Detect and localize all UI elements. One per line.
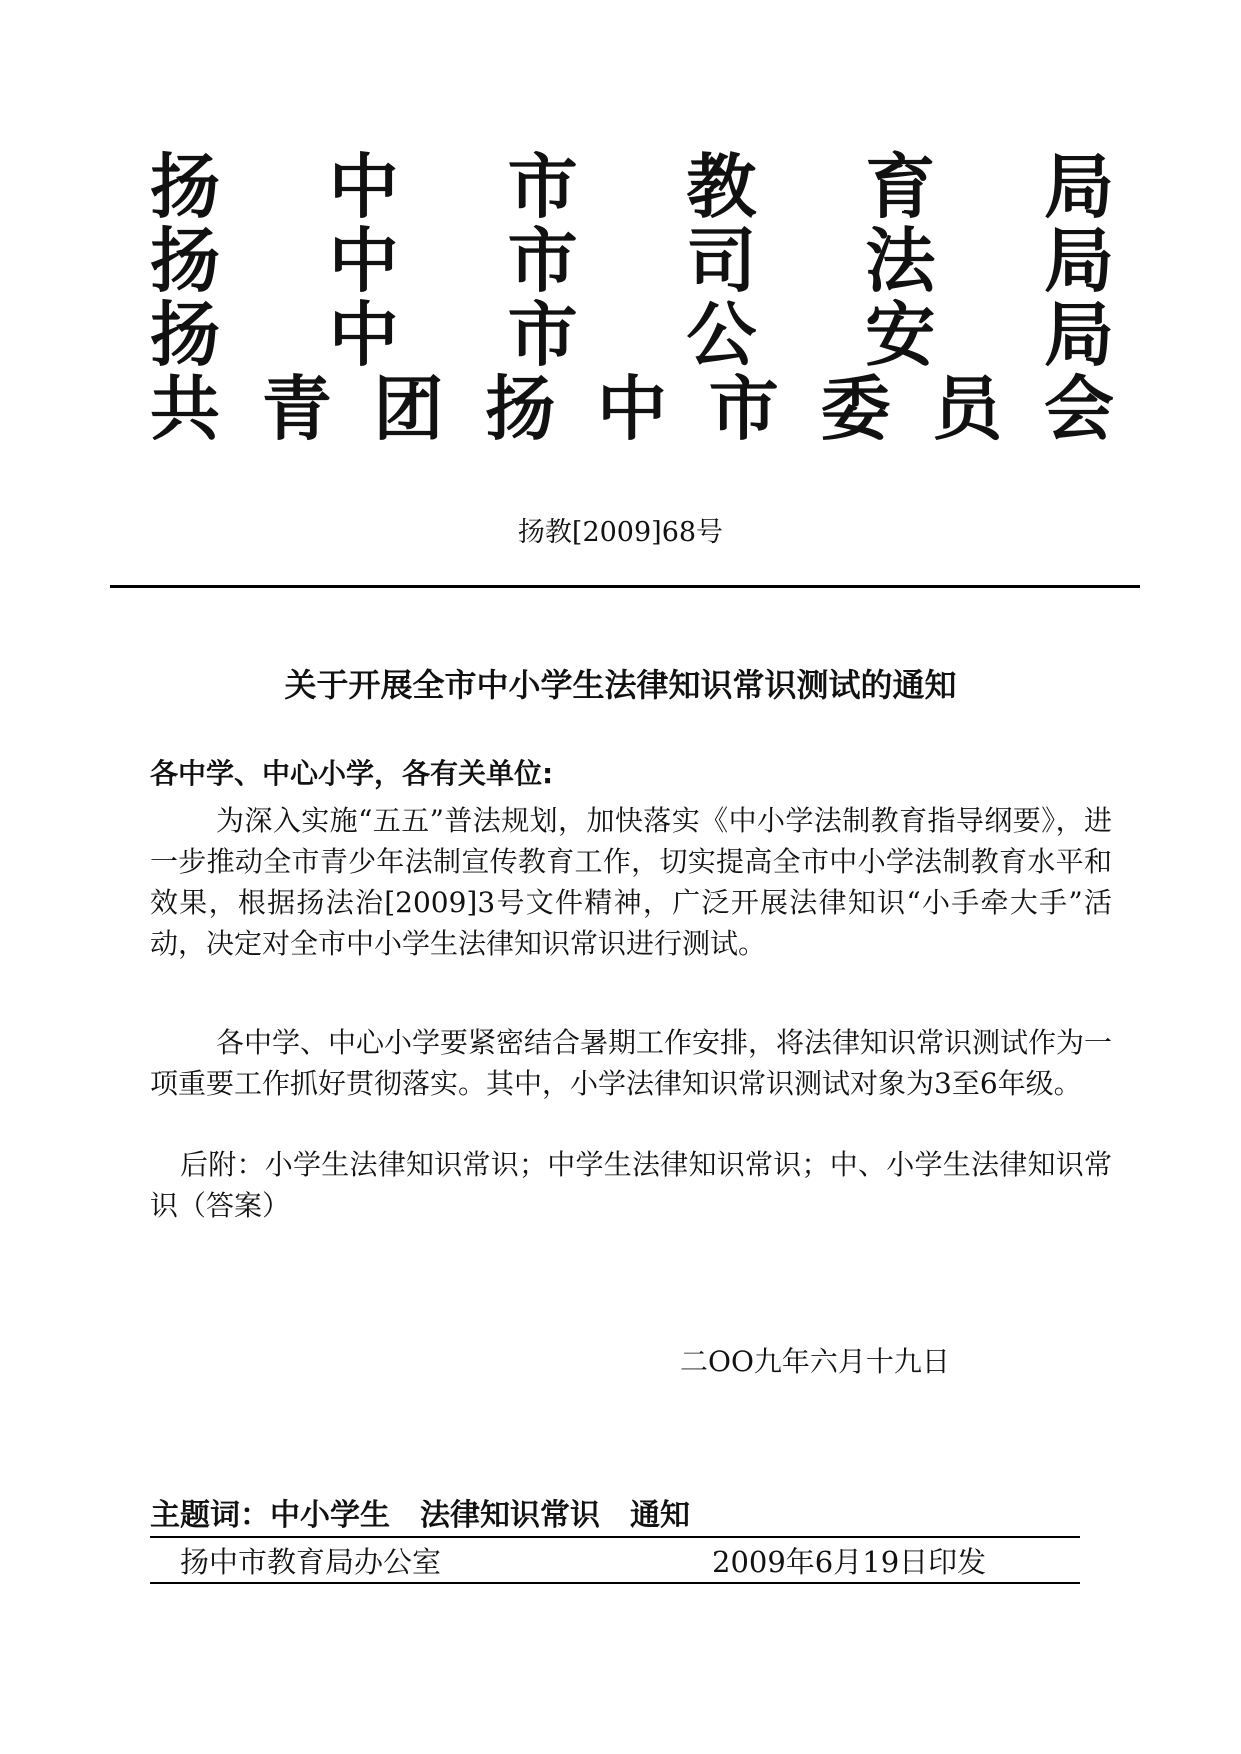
body-paragraph: 为深入实施“五五”普法规划，加快落实《中小学法制教育指导纲要》，进一步推动全市青少年法制宣传教育工作，切实提高全市中小学法制教育水平和效果，根据扬法治[2009]3号文件精神，广泛开展法律知识“小手牵大手”活动，决定对全市中小学生法律知识常识进行测试。 bbox=[150, 804, 1112, 960]
header-char: 市 bbox=[507, 146, 578, 228]
header-char: 扬 bbox=[150, 294, 220, 376]
keywords-label: 主题词： bbox=[150, 1498, 270, 1533]
header-char: 局 bbox=[1043, 294, 1114, 376]
attachments-note: 后附：小学生法律知识常识；中学生法律知识常识；中、小学生法律知识常识（答案） bbox=[150, 1148, 1112, 1222]
header-char: 中 bbox=[597, 368, 667, 450]
header-char: 市 bbox=[708, 368, 779, 450]
header-char: 共 bbox=[150, 368, 220, 450]
header-char: 会 bbox=[1044, 368, 1114, 450]
header-char: 员 bbox=[932, 368, 1003, 450]
document-number: 扬教[2009]68号 bbox=[517, 517, 724, 548]
header-char: 扬 bbox=[150, 220, 220, 302]
header-char: 青 bbox=[261, 368, 332, 450]
header-line-education-bureau bbox=[150, 148, 1114, 226]
salutation: 各中学、中心小学，各有关单位: bbox=[150, 757, 554, 790]
subject-keywords bbox=[150, 1490, 690, 1534]
header-char: 安 bbox=[865, 294, 936, 376]
keyword: 通知 bbox=[630, 1498, 690, 1533]
header-char: 市 bbox=[507, 294, 578, 376]
header-char: 市 bbox=[507, 220, 578, 302]
footer-divider-top bbox=[150, 1536, 1080, 1538]
header-char: 法 bbox=[865, 220, 936, 302]
keyword: 法律知识常识 bbox=[420, 1498, 600, 1533]
document-title: 关于开展全市中小学生法律知识常识测试的通知 bbox=[284, 666, 957, 704]
header-char: 中 bbox=[328, 146, 399, 228]
header-char: 公 bbox=[686, 294, 757, 376]
issue-date: 2009年6月19日印发 bbox=[712, 1545, 987, 1579]
header-char: 局 bbox=[1043, 220, 1114, 302]
header-char: 中 bbox=[328, 220, 399, 302]
header-char: 委 bbox=[820, 368, 891, 450]
footer-divider-bottom bbox=[150, 1582, 1080, 1584]
header-char: 司 bbox=[686, 220, 757, 302]
header-line-youth-league bbox=[150, 370, 1114, 448]
body-paragraph: 各中学、中心小学要紧密结合暑期工作安排，将法律知识常识测试作为一项重要工作抓好贯彻落实。其中，小学法律知识常识测试对象为3至6年级。 bbox=[150, 1026, 1113, 1100]
keyword: 中小学生 bbox=[270, 1498, 390, 1533]
header-line-public-security-bureau bbox=[150, 296, 1114, 374]
header-divider bbox=[110, 585, 1140, 588]
header-char: 教 bbox=[686, 146, 757, 228]
header-char: 育 bbox=[865, 146, 936, 228]
issuing-office: 扬中市教育局办公室 bbox=[180, 1545, 442, 1579]
header-char: 团 bbox=[373, 368, 444, 450]
header-char: 扬 bbox=[150, 146, 220, 228]
header-line-justice-bureau bbox=[150, 222, 1114, 300]
signature-date: 二OO九年六月十九日 bbox=[680, 1345, 950, 1378]
header-char: 扬 bbox=[485, 368, 556, 450]
header-char: 中 bbox=[328, 294, 399, 376]
header-char: 局 bbox=[1043, 146, 1114, 228]
